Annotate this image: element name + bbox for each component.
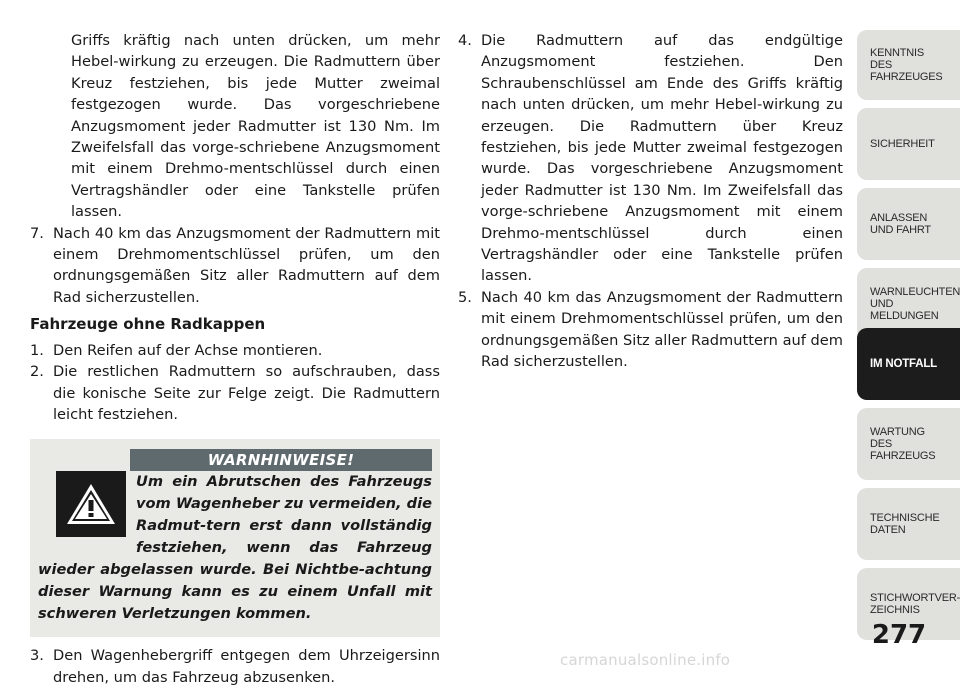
tab-label: IM NOTFALL — [870, 358, 937, 370]
warning-triangle-icon — [56, 471, 126, 537]
step-text: Die restlichen Radmuttern so aufschrauben, dass die konische Seite zur Felge zeigt. Die Radmuttern leicht festziehen. — [53, 363, 440, 423]
tab-wartung-des-fahrzeugs[interactable] — [857, 408, 960, 480]
step-text: Nach 40 km das Anzugsmoment der Radmuttern mit einem Drehmomentschlüssel prüfen, um den ordnungsgemäßen Sitz aller Radmuttern auf dem Rad sicherzustellen. — [53, 224, 440, 306]
step-2 — [30, 361, 440, 425]
warning-text: Um ein Abrutschen des Fahrzeugs vom Wagenheber zu vermeiden, die Radmut-tern erst dann vollständig festziehen, wenn das Fahrzeug wieder abgelassen wurde. Bei Nichtbe-achtung dieser Warnung kann es zu einem Unfall mit schweren Verletzungen kommen. — [38, 473, 432, 623]
step-text: Die Radmuttern auf das endgültige Anzugsmoment festziehen. Den Schraubenschlüssel am Ende des Griffs kräftig nach unten drücken, um mehr Hebel-wirkung zu erzeugen. Die Radmuttern über Kreuz festziehen, bis jede Mutter zweimal festgezogen wurde. Das vorgeschriebene Anzugsmoment jeder Radmutter ist 130 Nm. Im Zweifelsfall das vorge-schriebene Anzugsmoment mit einem Drehmo-mentschlüssel durch einen Vertragshändler oder eine Tankstelle prüfen lassen. — [481, 32, 843, 285]
step-number: 3. — [30, 647, 44, 665]
step-number: 2. — [30, 363, 44, 381]
step-text: Den Reifen auf der Achse montieren. — [53, 341, 323, 359]
step-text: Nach 40 km das Anzugsmoment der Radmuttern mit einem Drehmomentschlüssel prüfen, um den ordnungsgemäßen Sitz aller Radmuttern auf dem Rad sicherzustellen. — [481, 288, 843, 371]
step-number: 1. — [30, 341, 44, 359]
page-number: 277 — [871, 620, 927, 650]
tab-sicherheit[interactable] — [857, 108, 960, 180]
step-4 — [458, 30, 843, 287]
tab-label: WARTUNG DES FAHRZEUGS — [870, 426, 936, 462]
warning-box — [30, 439, 440, 637]
tab-label: KENNTNIS DES FAHRZEUGES — [870, 47, 943, 83]
step-1 — [30, 340, 440, 361]
right-column — [458, 30, 843, 373]
tab-label: ANLASSEN UND FAHRT — [870, 212, 931, 236]
left-column — [30, 30, 440, 688]
tab-anlassen-und-fahrt[interactable] — [857, 188, 960, 260]
tab-label: SICHERHEIT — [870, 138, 935, 150]
step-5 — [458, 287, 843, 373]
watermark: carmanualsonline.info — [560, 651, 731, 669]
step-number: 7. — [30, 224, 44, 242]
tab-label: TECHNISCHE DATEN — [870, 512, 940, 536]
tab-im-notfall[interactable] — [857, 328, 960, 400]
step-text: Den Wagenhebergriff entgegen dem Uhrzeigersinn drehen, um das Fahrzeug abzusenken. — [53, 647, 440, 686]
tab-label: STICHWORTVER- ZEICHNIS — [870, 592, 960, 616]
tab-kenntnis-des-fahrzeuges[interactable] — [857, 30, 960, 100]
step-number: 5. — [458, 288, 472, 306]
step-number: 4. — [458, 32, 472, 49]
continuation-paragraph: Griffs kräftig nach unten drücken, um mehr Hebel-wirkung zu erzeugen. Die Radmuttern über Kreuz festziehen, bis jede Mutter zweimal festgezogen wurde. Das vorgeschriebene Anzugsmoment jeder Radmutter ist 130 Nm. Im Zweifelsfall das vorge-schriebene Anzugsmoment mit einem Drehmo-mentschlüssel durch einen Vertragshändler oder eine Tankstelle prüfen lassen. — [71, 32, 440, 221]
warning-title: WARNHINWEISE! — [130, 449, 432, 471]
step-7 — [30, 223, 440, 309]
tab-technische-daten[interactable] — [857, 488, 960, 560]
step-3 — [30, 645, 440, 688]
section-heading: Fahrzeuge ohne Radkappen — [30, 315, 266, 334]
tab-label: WARNLEUCHTEN UND MELDUNGEN — [870, 286, 960, 322]
